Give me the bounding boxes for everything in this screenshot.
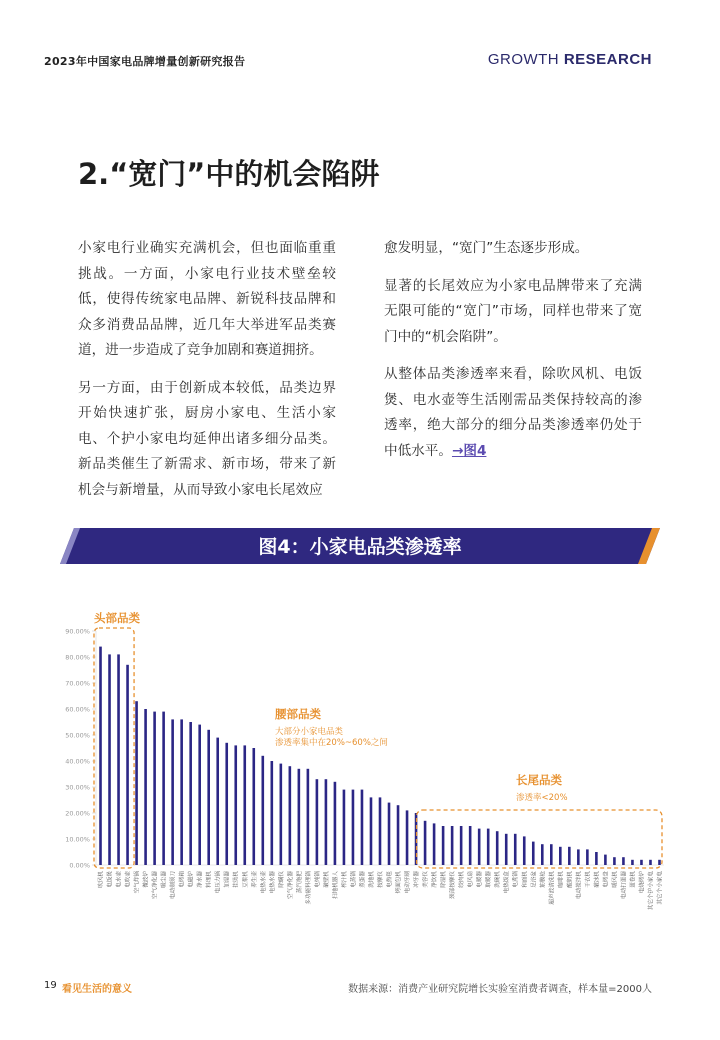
x-tick-label: 电水壶 [116,871,123,888]
x-tick-label: 煮蛋器 [359,871,366,888]
y-tick-label: 40.00% [65,757,90,766]
x-tick-label: 美容仪 [423,871,430,888]
brand-left-text: GROWTH [487,51,564,68]
x-tick-label: 电动牙刷 [405,871,412,894]
x-tick-label: 扫地机器人 [332,871,339,899]
x-tick-label: 电动搅拌机 [576,871,583,899]
x-tick-label: 干衣机 [585,871,592,888]
chart-bar [613,857,616,865]
arrow-icon: → [451,442,464,459]
chart-bar [541,844,544,865]
x-tick-label: 豆浆机 [242,871,249,888]
y-tick-label: 50.00% [65,731,90,740]
chart-bar [640,860,643,865]
x-tick-label: 冲牙器 [414,871,421,888]
x-tick-label: 暖风机 [612,871,619,888]
chart-bar [234,745,237,865]
chart-bar [280,764,283,865]
chart-bar [532,842,535,865]
x-tick-label: 其它个小家电 [657,871,664,905]
chart-bar [577,849,580,865]
paragraph-3: 愈发明显，“宽门”生态逐步形成。 [384,240,589,256]
x-tick-label: 电烤盘 [603,871,610,888]
x-tick-label: 电磁炉 [188,871,195,888]
chart-bar [289,766,292,865]
chart-bar [379,797,382,865]
x-tick-label: 养生壶 [251,871,258,888]
chart-bar [451,826,454,865]
x-tick-label: 电热水壶 [260,871,267,894]
chart-bar [198,725,201,865]
chart-bar [514,834,517,865]
x-tick-label: 电蒸锅 [350,871,357,888]
x-tick-label: 电烧烤炉 [639,871,646,894]
x-tick-label: 微波炉 [143,871,150,888]
chart-bar [550,844,553,865]
chart-bar [604,855,607,865]
x-tick-label: 多功能料理锅 [305,871,312,905]
chart-bar [162,712,165,865]
figure-link[interactable] [452,443,486,459]
x-tick-label: 洗碗机 [495,871,502,888]
y-tick-label: 30.00% [65,783,90,792]
x-tick-label: 电吹壶 [125,871,132,888]
x-tick-label: 蒸汽拖把 [296,871,303,894]
x-tick-label: 电煮锅 [513,871,520,888]
section-title: 2.“宽门”中的机会陷阱 [78,157,380,191]
x-tick-label: 电烤箱 [179,871,186,888]
chart-bar [586,849,589,865]
chart-bar [153,712,156,865]
x-tick-label: 料理机 [206,871,213,888]
chart-bar [424,821,427,865]
chart-bar [307,769,310,865]
paragraph-5-text: 从整体品类渗透率来看，除吹风机、电饭煲、电水壶等生活刚需品类保持较高的渗透率，绝大部分的细分品类渗透率仍处于中低水平。 [384,366,642,459]
chart-bar [478,829,481,865]
x-tick-label: 电炖锅 [314,871,321,888]
x-tick-label: 榨汁机 [341,871,348,888]
tail-group-line1: 渗透率<20% [516,793,568,803]
y-tick-label: 10.00% [65,835,90,844]
figure-title: 图4：小家电品类渗透率 [258,536,462,558]
x-tick-label: 超声波清洗机 [549,871,556,905]
x-tick-label: 按摩仪 [378,871,384,888]
y-tick-label: 90.00% [65,627,90,636]
y-tick-label: 70.00% [65,679,90,688]
chart-bar [406,810,409,865]
footer-slogan: 看见生活的意义 [62,984,132,995]
chart-bar [361,790,364,865]
chart-bar [388,803,391,865]
x-tick-label: 电热饭盒 [504,871,511,894]
chart-bar [397,805,400,865]
x-tick-label: 绞肉机 [459,871,466,888]
x-tick-label: 取暖器 [486,871,493,888]
chart-bar [180,719,183,865]
x-tick-label: 吹风机 [98,871,105,888]
data-source: 数据来源：消费产业研究院增长实验室消费者调查，样本量=2000人 [348,984,652,995]
x-tick-label: 挂烫机 [233,871,240,888]
chart-bar [325,779,328,865]
chart-bar [505,834,508,865]
chart-bar [523,836,526,865]
x-tick-label: 电热水器 [269,871,276,894]
x-tick-label: 酸奶机 [567,871,574,888]
chart-bar [568,847,571,865]
right-column [384,236,642,476]
chart-bar [622,857,625,865]
x-tick-label: 空气净化器 [152,871,159,899]
x-tick-label: 电压力锅 [215,871,222,894]
y-tick-label: 60.00% [65,705,90,714]
chart-bar [225,743,228,865]
brand-right-text: RESEARCH [563,51,652,68]
chart-bar [352,790,355,865]
x-tick-label: 电动打蛋器 [621,871,628,899]
chart-bar [343,790,346,865]
brand-logo [488,51,652,68]
chart-bar [658,860,661,865]
x-tick-label: 净水器 [197,871,204,888]
page-number: 19 [44,980,57,991]
figure-link-label: 图4 [463,442,487,459]
paragraph-4: 显著的长尾效应为小家电品牌带来了充满无限可能的“宽门”市场，同样也带来了宽门中的“机会陷阱”。 [384,277,642,345]
chart-bar [171,719,174,865]
x-tick-label: 蛋卷机 [630,871,637,888]
left-column [78,236,336,515]
chart-bar [189,722,192,865]
chart-bar [649,860,652,865]
chart-bar [298,769,301,865]
x-tick-label: 电热毯 [387,871,394,888]
chart-bar [370,797,373,865]
chart-bar [631,860,634,865]
waist-group-title: 腰部品类 [275,707,321,721]
x-tick-label: 吸尘器 [161,871,168,888]
chart-bar [144,709,147,865]
chart-bar [595,852,598,865]
paragraph-1: 小家电行业确实充满机会，但也面临重重挑战。一方面，小家电行业技术壁垒较低，使得传统家电品牌、新锐科技品牌和众多消费品品牌，近几年大举进军品类赛道，进一步造成了竞争加剧和赛道拥挤。 [78,240,336,358]
x-tick-label: 除湿机 [441,871,448,888]
chart-bar [126,665,129,865]
x-tick-label: 烤面包机 [396,871,403,894]
chart-bar [271,761,274,865]
chart-bar [135,701,138,865]
y-tick-label: 20.00% [65,809,90,818]
chart-bar [252,748,255,865]
chart-bar [559,847,562,865]
x-tick-label: 电风扇 [468,871,475,888]
x-tick-label: 电暖器 [477,871,484,888]
waist-group-line2: 渗透率集中在20%~60%之间 [275,738,388,748]
x-tick-label: 破壁机 [323,871,330,888]
chart-bar [117,654,120,865]
y-tick-label: 0.00% [69,861,90,870]
chart-bar [496,831,499,865]
x-tick-label: 筋膜枪 [540,871,547,888]
chart-bar [442,826,445,865]
x-tick-label: 加湿器 [224,871,231,888]
chart-bar [433,823,436,865]
y-tick-label: 80.00% [65,653,90,662]
penetration-bar-chart [0,600,720,970]
x-tick-label: 和面机 [522,871,529,888]
x-tick-label: 电饭煲 [107,871,114,888]
chart-bar [469,826,472,865]
x-tick-label: 其它个护小家电 [648,871,655,911]
x-tick-label: 颈部按摩仪 [450,871,457,899]
chart-bar [216,738,219,865]
x-tick-label: 破冰机 [594,871,601,888]
tail-group-title: 长尾品类 [516,773,562,787]
x-tick-label: 洗地机 [368,871,375,888]
chart-bar [243,745,246,865]
head-group-title: 头部品类 [94,611,140,625]
waist-group-line1: 大部分小家电品类 [275,727,344,737]
chart-bar [316,779,319,865]
report-title: 2023年中国家电品牌增量创新研究报告 [44,55,246,68]
paragraph-5 [384,362,642,464]
x-tick-label: 净饮机 [432,871,439,888]
x-tick-label: 咖啡机 [558,871,565,888]
x-tick-label: 空气炸锅 [134,871,141,894]
paragraph-2: 另一方面，由于创新成本较低，品类边界开始快速扩张，厨房小家电、生活小家电、个护小家电均延伸出诸多细分品类。新品类催生了新需求、新市场，带来了新机会与新增量，从而导致小家电长尾效应 [78,379,336,498]
chart-bar [108,654,111,865]
chart-bar [99,647,102,865]
x-tick-label: 电动剃须刀 [170,871,177,899]
chart-bar [261,756,264,865]
x-tick-label: 除螨仪 [278,871,285,888]
chart-bar [334,782,337,865]
chart-bar [207,730,210,865]
x-tick-label: 空气净化器 [287,871,294,899]
chart-bar [460,826,463,865]
chart-bar [487,829,490,865]
x-tick-label: 足浴盆 [531,871,538,888]
